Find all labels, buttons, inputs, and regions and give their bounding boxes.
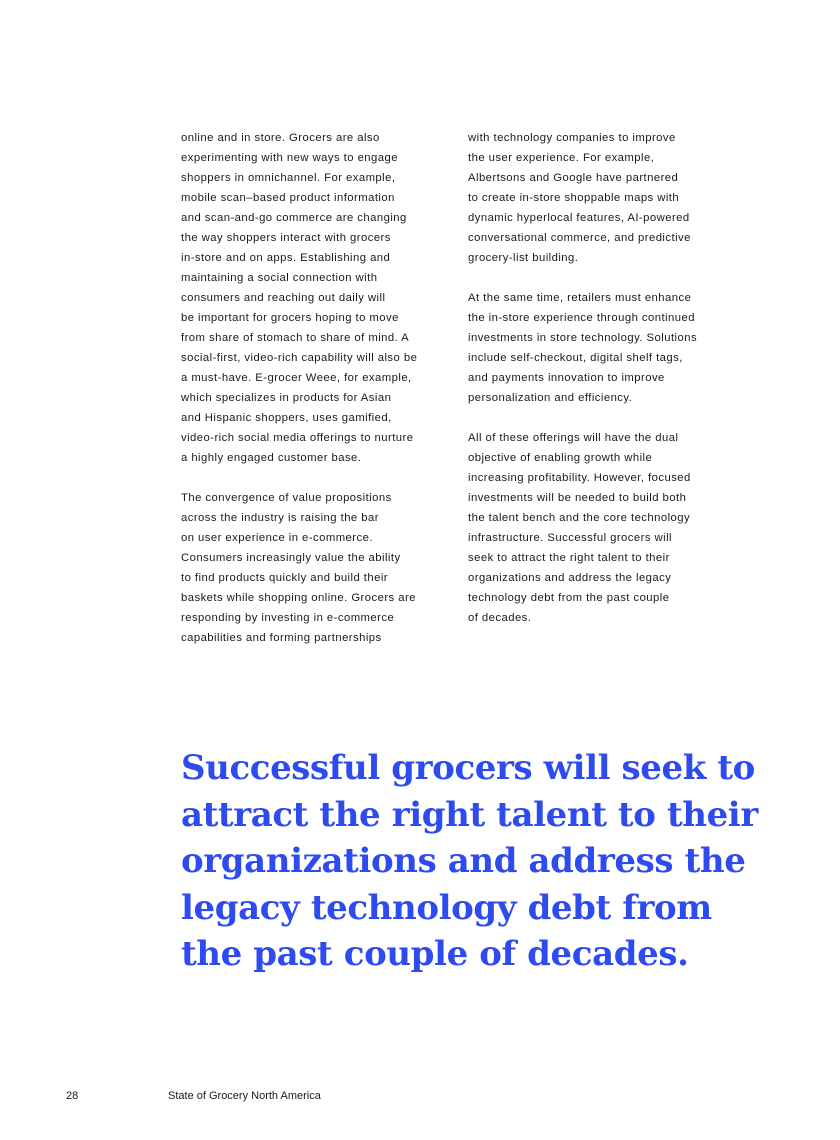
- body-line: social-first, video-rich capability will also be: [181, 352, 418, 364]
- body-line: dynamic hyperlocal features, AI-powered: [468, 212, 690, 224]
- body-line: investments will be needed to build both: [468, 492, 687, 504]
- body-line: technology debt from the past couple: [468, 592, 670, 604]
- body-line: mobile scan–based product information: [181, 192, 395, 204]
- body-line: the user experience. For example,: [468, 152, 655, 164]
- body-line: the in-store experience through continued: [468, 312, 695, 324]
- body-line: shoppers in omnichannel. For example,: [181, 172, 396, 184]
- body-line: capabilities and forming partnerships: [181, 632, 382, 644]
- body-line: and Hispanic shoppers, uses gamified,: [181, 412, 392, 424]
- pull-quote-line: Successful grocers will seek to: [181, 748, 755, 788]
- body-line: the talent bench and the core technology: [468, 512, 691, 524]
- body-line: to find products quickly and build their: [181, 572, 389, 584]
- pull-quote-line: legacy technology debt from: [181, 887, 712, 928]
- paragraph-gap: [468, 268, 740, 288]
- page-number: 28: [66, 1090, 79, 1102]
- body-line: with technology companies to improve: [468, 132, 676, 144]
- body-line: on user experience in e-commerce.: [181, 532, 373, 544]
- right-body-column: [468, 128, 740, 628]
- body-line: The convergence of value propositions: [181, 492, 392, 504]
- body-line: Albertsons and Google have partnered: [468, 172, 679, 184]
- body-line: and payments innovation to improve: [468, 372, 665, 384]
- body-line: organizations and address the legacy: [468, 572, 672, 584]
- body-line: in-store and on apps. Establishing and: [181, 252, 391, 264]
- pull-quote-line: attract the right talent to their: [181, 794, 758, 835]
- body-line: baskets while shopping online. Grocers are: [181, 592, 416, 604]
- body-line: grocery-list building.: [468, 252, 579, 264]
- body-line: Consumers increasingly value the ability: [181, 552, 401, 564]
- body-line: conversational commerce, and predictive: [468, 232, 691, 244]
- publication-title: State of Grocery North America: [168, 1090, 321, 1102]
- body-line: and scan-and-go commerce are changing: [181, 212, 407, 224]
- paragraph-gap: [468, 408, 740, 428]
- body-line: a highly engaged customer base.: [181, 452, 362, 464]
- body-line: objective of enabling growth while: [468, 452, 653, 464]
- body-line: a must-have. E-grocer Weee, for example,: [181, 372, 412, 384]
- body-line: consumers and reaching out daily will: [181, 292, 386, 304]
- pull-quote: [181, 745, 781, 978]
- body-line: responding by investing in e-commerce: [181, 612, 395, 624]
- body-line: increasing profitability. However, focused: [468, 472, 691, 484]
- body-line: infrastructure. Successful grocers will: [468, 532, 673, 544]
- body-line: online and in store. Grocers are also: [181, 132, 380, 144]
- body-line: experimenting with new ways to engage: [181, 152, 398, 164]
- body-line: to create in-store shoppable maps with: [468, 192, 680, 204]
- pull-quote-line: the past couple of decades.: [181, 934, 689, 974]
- body-line: All of these offerings will have the dual: [468, 432, 679, 444]
- body-line: investments in store technology. Solutions: [468, 332, 698, 344]
- paragraph-gap: [181, 468, 456, 488]
- body-line: At the same time, retailers must enhance: [468, 292, 692, 304]
- body-line: personalization and efficiency.: [468, 392, 633, 404]
- body-line: include self-checkout, digital shelf tags,: [468, 352, 683, 364]
- body-line: of decades.: [468, 612, 532, 624]
- body-line: video-rich social media offerings to nurture: [181, 432, 414, 444]
- body-line: which specializes in products for Asian: [181, 392, 392, 404]
- pull-quote-line: organizations and address the: [181, 841, 746, 881]
- body-line: maintaining a social connection with: [181, 272, 378, 284]
- body-line: across the industry is raising the bar: [181, 512, 379, 524]
- body-line: from share of stomach to share of mind. A: [181, 332, 410, 344]
- body-line: be important for grocers hoping to move: [181, 312, 399, 324]
- left-body-column: [181, 128, 456, 648]
- body-line: the way shoppers interact with grocers: [181, 232, 391, 244]
- body-line: seek to attract the right talent to their: [468, 552, 670, 564]
